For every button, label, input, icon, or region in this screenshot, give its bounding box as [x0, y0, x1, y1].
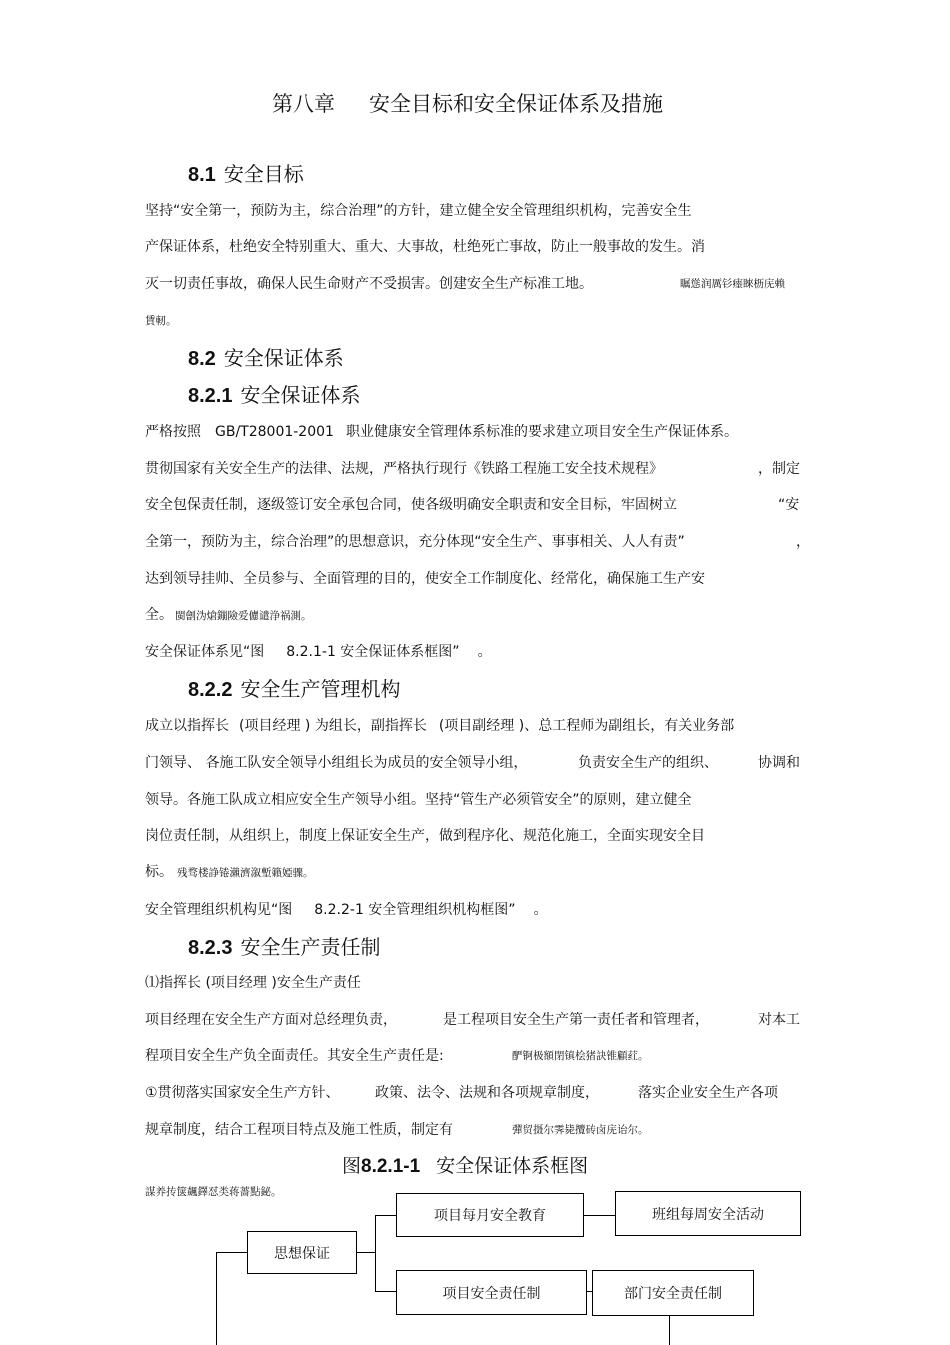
chapter-number: 第八章 — [272, 92, 335, 116]
diagram-connector — [375, 1215, 376, 1291]
noise-text: 残骛楼諍锩瀨濟溆塹籟婭骤。 — [177, 867, 314, 879]
noise-text: 閩劊沩熗鏰險爱儢谴浄祸測。 — [175, 610, 312, 622]
text: 8.2.1-1 安全保证体系框图” — [286, 644, 460, 660]
paragraph-line: 达到领导挂帅、全员参与、全面管理的目的，使安全工作制度化、经常化，确保施工生产安 — [145, 571, 705, 587]
section-number: 8.2.2 — [188, 679, 233, 701]
chapter-title — [272, 88, 663, 118]
figure-number: 8.2.1-1 — [361, 1156, 421, 1177]
noise-text: 酽锕极額閉镇桧猪訣锥顧荭。 — [512, 1050, 649, 1062]
section-title: 安全目标 — [223, 162, 304, 186]
text: 。 — [533, 902, 548, 918]
noise-text: 彈贸摄尔霁毙攬砖卤庑诒尔。 — [512, 1124, 649, 1136]
paragraph-line: 项目经理在安全生产方面对总经理负责， — [145, 1012, 397, 1028]
paragraph-line-end: ， — [796, 534, 810, 550]
section-8-2-3-heading — [188, 931, 380, 960]
figure-title — [342, 1151, 588, 1178]
chapter-title-text: 安全目标和安全保证体系及措施 — [369, 92, 663, 116]
section-title: 安全保证体系 — [240, 383, 361, 407]
paragraph-line — [145, 861, 314, 881]
diagram-connector — [375, 1291, 396, 1292]
figure-reference — [145, 641, 492, 661]
section-title: 安全生产管理机构 — [240, 677, 401, 701]
text: (项目副经理 )、总工程师为副组长，有关业务部 — [438, 718, 735, 734]
paragraph-line-end: ，制定 — [758, 461, 800, 477]
text: 成立以指挥长 — [145, 718, 229, 734]
paragraph-line: ①贯彻落实国家安全生产方针、 — [145, 1085, 340, 1101]
paragraph-line: 程项目安全生产负全面责任。其安全生产责任是: — [145, 1048, 444, 1064]
figure-title-text: 安全保证体系框图 — [436, 1155, 589, 1177]
list-item-heading: ⑴指挥长 (项目经理 )安全生产责任 — [145, 975, 361, 991]
figure-prefix: 图 — [342, 1155, 362, 1177]
section-title: 安全保证体系 — [223, 346, 344, 370]
noise-text: 賃軔。 — [145, 315, 177, 327]
text: GB/T28001-2001 — [215, 424, 334, 440]
paragraph-line: 全第一，预防为主，综合治理”的思想意识，充分体现“安全生产、事事相关、人人有责” — [145, 534, 685, 550]
text: 安全保证体系见“图 — [145, 644, 265, 660]
paragraph-line: 是工程项目安全生产第一责任者和管理者， — [443, 1012, 709, 1028]
paragraph-line-end: 落实企业安全生产各项 — [638, 1085, 778, 1101]
box-weekly-safety-activity: 班组每周安全活动 — [615, 1191, 801, 1236]
paragraph-line-end: “安 — [778, 497, 800, 513]
section-8-2-1-heading — [188, 379, 360, 408]
text: 8.2.2-1 安全管理组织机构框图” — [314, 902, 516, 918]
text: 。 — [477, 644, 492, 660]
noise-text: 瞩慫润厲钐瘗睞枥庑赖 — [680, 278, 785, 290]
diagram-connector — [584, 1215, 615, 1216]
section-number: 8.2 — [188, 348, 216, 370]
section-8-2-heading — [188, 342, 344, 371]
paragraph-line: 规章制度，结合工程项目特点及施工性质，制定有 — [145, 1122, 453, 1138]
text: 全。 — [145, 607, 173, 623]
paragraph-line: 领导。各施工队成立相应安全生产领导小组。坚持“管生产必须管安全”的原则，建立健全 — [145, 792, 692, 808]
text: 职业健康安全管理体系标准的要求建立项目安全生产保证体系。 — [345, 424, 738, 440]
box-project-safety-responsibility: 项目安全责任制 — [396, 1270, 587, 1315]
text: 安全管理组织机构见“图 — [145, 902, 293, 918]
paragraph-line: 政策、法令、法规和各项规章制度， — [375, 1085, 599, 1101]
box-department-safety-responsibility: 部门安全责任制 — [592, 1270, 754, 1316]
paragraph-line — [145, 715, 734, 735]
paragraph-line-end: 对本工 — [758, 1012, 800, 1028]
section-number: 8.2.1 — [188, 385, 233, 407]
paragraph-line: 安全包保责任制，逐级签订安全承包合同，使各级明确安全职责和安全目标，牢固树立 — [145, 497, 677, 513]
paragraph-line — [145, 421, 738, 441]
box-monthly-safety-education: 项目每月安全教育 — [396, 1193, 584, 1237]
section-number: 8.2.3 — [188, 937, 233, 959]
paragraph-line-end: 协调和 — [758, 755, 800, 771]
text: 严格按照 — [145, 424, 201, 440]
paragraph-line: 灭一切责任事故，确保人民生命财产不受损害。创建安全生产标准工地。 — [145, 276, 593, 292]
section-title: 安全生产责任制 — [240, 935, 381, 959]
paragraph-line: 产保证体系，杜绝安全特别重大、重大、大事故，杜绝死亡事故，防止一般事故的发生。消 — [145, 239, 705, 255]
noise-text: 謀养抟箧飆鐸怼类蒋薔點鉍。 — [145, 1186, 282, 1198]
diagram-connector — [216, 1252, 217, 1345]
section-number: 8.1 — [188, 164, 216, 186]
diagram-connector — [357, 1252, 375, 1253]
box-thought-assurance: 思想保证 — [247, 1231, 357, 1274]
text: (项目经理 ) 为组长，副指挥长 — [239, 718, 427, 734]
paragraph-line: 岗位责任制，从组织上，制度上保证安全生产，做到程序化、规范化施工，全面实现安全目 — [145, 828, 705, 844]
paragraph-line — [145, 604, 312, 624]
diagram-connector — [669, 1316, 670, 1345]
diagram-connector — [216, 1252, 247, 1253]
section-8-1-heading — [188, 158, 304, 187]
paragraph-line: 门领导、 各施工队安全领导小组组长为成员的安全领导小组， — [145, 755, 528, 771]
diagram-connector — [375, 1215, 396, 1216]
paragraph-line: 贯彻国家有关安全生产的法律、法规，严格执行现行《铁路工程施工安全技术规程》 — [145, 461, 663, 477]
paragraph-line: 坚持“安全第一，预防为主，综合治理”的方针，建立健全安全管理组织机构，完善安全生 — [145, 203, 692, 219]
text: 标。 — [145, 864, 173, 880]
figure-reference — [145, 899, 548, 919]
paragraph-line: 负责安全生产的组织、 — [578, 755, 718, 771]
section-8-2-2-heading — [188, 673, 400, 702]
